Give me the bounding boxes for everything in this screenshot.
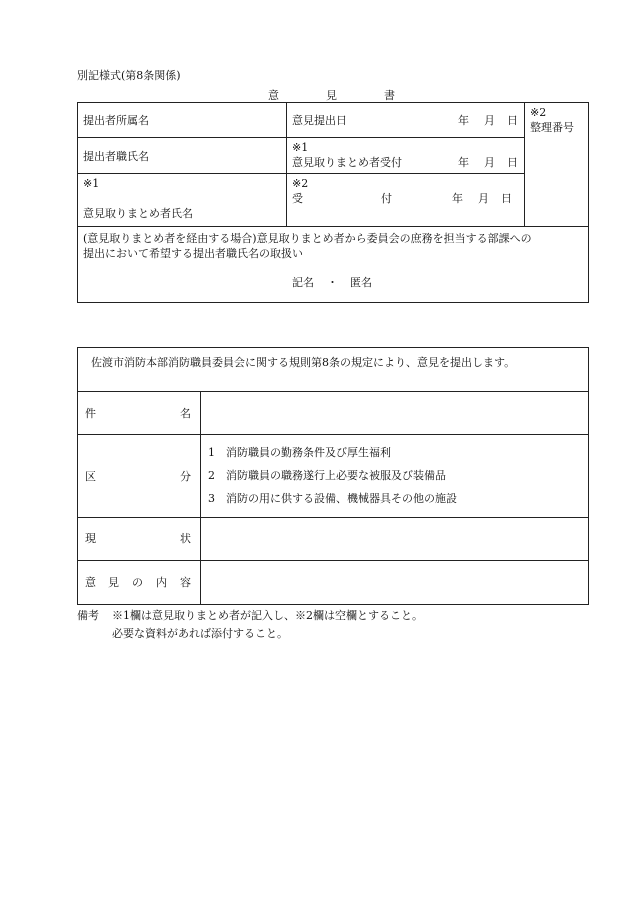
category-item-number: 2	[208, 469, 215, 482]
notes-line-2: 必要な資料があれば添付すること。	[112, 627, 288, 640]
subject-label-char-2: 名	[180, 407, 191, 420]
current-status-field[interactable]	[202, 519, 587, 559]
handling-note-line-1: (意見取りまとめ者を経由する場合)意見取りまとめ者から委員会の庶務を担当する部課への	[83, 232, 532, 245]
received-date-year: 年	[452, 192, 463, 205]
handling-note-line-2: 提出において希望する提出者職氏名の取扱い	[83, 247, 303, 260]
opinion-content-label-char: 見	[108, 576, 119, 589]
reference-number-label: 整理番号	[530, 121, 574, 134]
received-date-day: 日	[501, 192, 512, 205]
category-item-number: 1	[208, 446, 215, 459]
receipt-date-month: 月	[484, 156, 495, 169]
handling-option-named: 記名	[292, 276, 314, 289]
form-title-char-1: 意	[268, 89, 279, 102]
coordinator-mark: ※1	[83, 177, 100, 190]
handling-option-separator: ・	[327, 276, 338, 289]
form-title-char-2: 見	[326, 89, 337, 102]
opinion-content-label-char: 意	[85, 576, 96, 589]
submission-date-year: 年	[458, 114, 469, 127]
category-item-number: 3	[208, 492, 215, 505]
category-item-text[interactable]: 消防の用に供する設備、機械器具その他の施設	[226, 492, 457, 505]
category-label-char-2: 分	[180, 470, 191, 483]
subject-label-char-1: 件	[85, 407, 96, 420]
form-title-char-3: 書	[384, 89, 395, 102]
received-label-char-2: 付	[381, 192, 392, 205]
notes-prefix: 備考	[77, 609, 99, 622]
handling-option-anonymous: 匿名	[350, 276, 372, 289]
received-label-char-1: 受	[292, 192, 303, 205]
notes-line-1: ※1欄は意見取りまとめ者が記入し、※2欄は空欄とすること。	[112, 609, 423, 622]
received-date-month: 月	[478, 192, 489, 205]
coordinator-receipt-label: 意見取りまとめ者受付	[292, 156, 402, 169]
receipt-date-year: 年	[458, 156, 469, 169]
opinion-content-label-char: 容	[180, 576, 191, 589]
current-status-label-char-1: 現	[85, 532, 96, 545]
intro-statement: 佐渡市消防本部消防職員委員会に関する規則第8条の規定により、意見を提出します。	[91, 356, 516, 369]
submission-date-day: 日	[507, 114, 518, 127]
received-mark: ※2	[292, 177, 309, 190]
category-item-text[interactable]: 消防職員の職務遂行上必要な被服及び装備品	[226, 469, 446, 482]
current-status-label-char-2: 状	[180, 532, 191, 545]
category-label-char-1: 区	[85, 470, 96, 483]
subject-field[interactable]	[202, 393, 587, 433]
submission-date-month: 月	[484, 114, 495, 127]
reference-mark: ※2	[530, 106, 547, 119]
opinion-content-label-char: の	[132, 576, 143, 589]
submitter-title-name-label: 提出者職氏名	[83, 150, 149, 163]
receipt-mark: ※1	[292, 141, 309, 154]
form-reference: 別記様式(第8条関係)	[77, 69, 181, 82]
receipt-date-day: 日	[507, 156, 518, 169]
category-item-text[interactable]: 消防職員の勤務条件及び厚生福利	[226, 446, 391, 459]
opinion-content-field[interactable]	[202, 562, 587, 603]
opinion-content-label-char: 内	[156, 576, 167, 589]
coordinator-name-label: 意見取りまとめ者氏名	[83, 207, 193, 220]
submitter-affiliation-label: 提出者所属名	[83, 114, 149, 127]
submission-date-label: 意見提出日	[292, 114, 347, 127]
